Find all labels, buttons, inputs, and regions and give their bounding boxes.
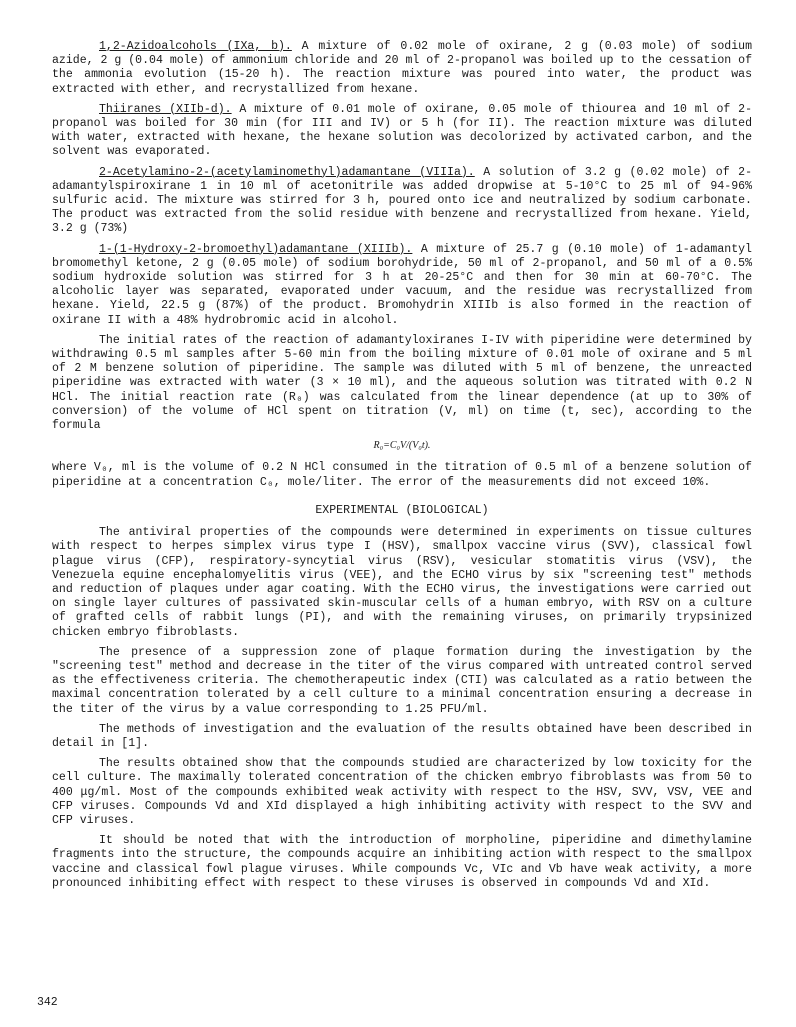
paragraph-text: A mixture of 0.01 mole of oxirane, 0.05 mole of thiourea and 10 ml of 2-propanol was boiled for 30 min (for III and IV) or 5 h (for II). The reaction mixture was diluted with water, extracted with hexane, the hexane solution was decolorized by activated carbon, and the solvent was evaporated. <box>52 102 753 159</box>
paragraph-initial-rates <box>52 334 752 433</box>
paragraph-methods: The methods of investigation and the evaluation of the results obtained have been described in detail in [1]. <box>52 722 752 750</box>
section-title-hydroxy-bromoethyl: 1-(1-Hydroxy-2-bromoethyl)adamantane (XIIIb). <box>99 242 413 256</box>
section-title-thiiranes: Thiiranes (XIIb-d). <box>99 102 232 116</box>
paragraph-azidoalcohols <box>52 40 752 97</box>
paragraph-text: A mixture of 25.7 g (0.10 mole) of 1-adamantyl bromomethyl ketone, 2 g (0.05 mole) of sodium borohydride, 50 ml of 2-propanol, and 50 ml of a 0.5% sodium hydroxide solution was stirred for 3 h at 20-25°C and then for 30 min at 60-70°C. The alcoholic layer was separated, evaporated under vacuum, and the residue was recrystallized from hexane. Yield, 22.5 g (87%) of the product. Bromohydrin XIIIb is also formed in the reaction of oxirane II with a 48% hydrobromic acid in alcohol. <box>52 242 752 327</box>
section-heading-biological: EXPERIMENTAL (BIOLOGICAL) <box>315 503 489 517</box>
paragraph-effectiveness-criteria: The presence of a suppression zone of plaque formation during the investigation by the "screening test" method and decrease in the titer of the virus compared with untreated control served as the effectiveness criteria. The chemotherapeutic index (CTI) was calculated as a ratio between the maximal concentration tolerated by a cell culture to a minimal concentration ensuring a decrease in the titer of the virus by a value corresponding to 1.25 PFU/ml. <box>52 645 752 716</box>
paragraph-where: where V₀, ml is the volume of 0.2 N HCl consumed in the titration of 0.5 ml of a benzene solution of piperidine at a concentration C₀, mole/liter. The error of the measurements did not exceed 10%. <box>52 461 752 489</box>
paragraph-thiiranes <box>52 103 752 160</box>
article-body <box>52 40 752 897</box>
paragraph-results: The results obtained show that the compounds studied are characterized by low toxicity for the cell culture. The maximally tolerated concentration of the chicken embryo fibroblasts was from 50 to 400 μg/ml. Most of the compounds exhibited weak activity with respect to the HSV, SVV, VSV, VEE and CFP viruses. Compounds Vd and XId displayed a high inhibiting activity with respect to the SVV and CFP viruses. <box>52 757 752 827</box>
paragraph-fragments: It should be noted that with the introduction of morpholine, piperidine and dimethylamine fragments into the structure, the compounds acquire an inhibiting action with respect to the smallpox vaccine and classical fowl plague viruses. While compounds Vc, VIc and Vb have weak activity, a more pronounced inhibiting effect with respect to these viruses is observed in compounds Vd and XId. <box>52 834 752 890</box>
paragraph-text: A mixture of 0.02 mole of oxirane, 2 g (0.03 mole) of sodium azide, 2 g (0.04 mole) of ammonium chloride and 20 ml of 2-propanol was boiled up to the cessation of the ammonia evolution (15-20 h). The reaction mixture was poured into water, the product was extracted with ether, and recrystallized from hexane. <box>52 40 753 96</box>
paragraph-acetylamino <box>52 166 752 237</box>
rate-formula: R₀=C₀V/(V₀t). <box>373 440 431 452</box>
paragraph-antiviral-properties: The antiviral properties of the compounds were determined in experiments on tissue cultures with respect to herpes simplex virus type I (HSV), smallpox vaccine virus (SVV), classical fowl plague virus (CFP), respiratory-syncytial virus (RSV), vesicular stomatitis virus (VSV), the Venezuela equine encephalomyelitis virus (VEE), and the ECHO virus by six "screening test" methods and reduction of plaques under agar coating. With the ECHO virus, the investigations were carried out on single layer cultures of passivated skin-muscular cells of a human embryo, with RSV on a culture of grafted cells of rabbit lungs (PI), and with the remaining viruses, on primarily trypsinized chicken embryo fibroblasts. <box>52 526 752 639</box>
section-title-azidoalcohols: 1,2-Azidoalcohols (IXa, b). <box>99 40 292 53</box>
paragraph-text: A solution of 3.2 g (0.02 mole) of 2-adamantylspiroxirane 1 in 10 ml of acetonitrile was added dropwise at 5-10°C to 25 ml of 94-96% sulfuric acid. The mixture was stirred for 3 h, poured onto ice and neutralized by sodium carbonate. The product was extracted from the solid residue with benzene and recrystallized from hexane. Yield, 3.2 g (73%) <box>52 165 752 236</box>
section-title-acetylamino: 2-Acetylamino-2-(acetylaminomethyl)adamantane (VIIIa). <box>99 165 475 179</box>
page-number: 342 <box>37 996 58 1009</box>
paragraph-hydroxy-bromoethyl <box>52 243 752 328</box>
paragraph-text: The initial rates of the reaction of adamantyloxiranes I-IV with piperidine were determined by withdrawing 0.5 ml samples after 5-60 min from the boiling mixture of 0.01 mole of oxirane and 5 ml of 2 M benzene solution of piperidine. The sample was diluted with 5 ml of benzene, the unreacted piperidine was extracted with water (3 × 10 ml), and the aqueous solution was titrated with 0.2 N HCl. The initial reaction rate (R₀) was calculated from the linear dependence (at up to 30% of conversion) of the volume of HCl spent on titration (V, ml) on time (t, sec), according to the formula <box>52 333 752 433</box>
